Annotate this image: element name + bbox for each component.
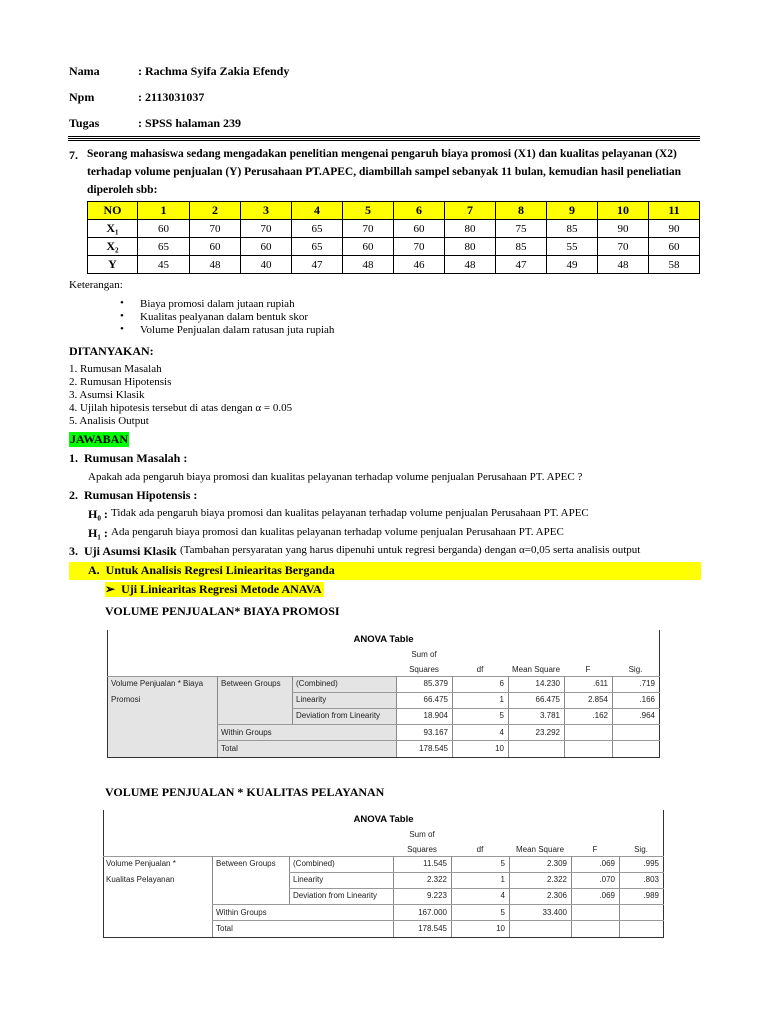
df-value: 4 xyxy=(499,728,504,737)
anova1-heading: VOLUME PENJUALAN* BIAYA PROMOSI xyxy=(105,604,340,618)
tugas-value: : SPSS halaman 239 xyxy=(138,116,242,130)
col-df: df xyxy=(476,665,484,674)
jawaban-title: JAWABAN xyxy=(70,432,129,446)
rumusan-masalah-title: 1. Rumusan Masalah : xyxy=(69,451,188,465)
header-cell: NO xyxy=(88,202,138,220)
row-label: X₂ xyxy=(88,238,138,256)
col-df: df xyxy=(476,845,484,854)
ms-value: 33.400 xyxy=(542,908,567,917)
total-label: Total xyxy=(221,744,238,753)
list-item: 1. Rumusan Masalah xyxy=(69,363,162,375)
anova-row-name: Deviation from Linearity xyxy=(296,711,381,720)
anova-row-name: (Combined) xyxy=(296,679,338,688)
rumusan-masalah-text: Apakah ada pengaruh biaya promosi dan kualitas pelayanan terhadap volume penjualan Perusahaan PT. APEC ? xyxy=(88,471,583,483)
sig-value: .989 xyxy=(643,891,659,900)
table-cell: 60 xyxy=(190,238,241,256)
bullet-icon: • xyxy=(120,297,124,309)
col-sig: Sig. xyxy=(634,845,648,854)
ss-value: 2.322 xyxy=(426,875,447,884)
table-cell: 70 xyxy=(598,238,649,256)
col-sig: Sig. xyxy=(628,665,643,674)
bullet-text: Volume Penjualan dalam ratusan juta rupiah xyxy=(140,324,335,336)
table-cell: 45 xyxy=(138,256,190,274)
ms-value: 14.230 xyxy=(535,679,560,688)
df-value: 4 xyxy=(500,891,505,900)
npm-value: : 2113031037 xyxy=(138,90,205,104)
col-squares: Squares xyxy=(407,845,437,854)
bullet-text: Biaya promosi dalam jutaan rupiah xyxy=(140,298,295,310)
df-value: 5 xyxy=(499,711,504,720)
table-cell: 80 xyxy=(445,238,496,256)
header-cell: 8 xyxy=(496,202,547,220)
col-f: F xyxy=(585,665,591,674)
col-sum-of: Sum of xyxy=(409,830,435,839)
anova2-rowlabel-1: Volume Penjualan * xyxy=(106,859,176,868)
col-sum-of: Sum of xyxy=(411,650,437,659)
ss-value: 66.475 xyxy=(423,695,448,704)
bullet-icon: • xyxy=(120,323,124,335)
data-table xyxy=(87,201,700,274)
anova2-rowlabel-2: Kualitas Pelayanan xyxy=(106,875,175,884)
f-value: .070 xyxy=(599,875,615,884)
table-cell: 48 xyxy=(598,256,649,274)
table-cell: 58 xyxy=(649,256,700,274)
between-groups-label: Between Groups xyxy=(216,859,276,868)
df-value: 6 xyxy=(499,679,504,688)
ms-value: 2.306 xyxy=(546,891,567,900)
table-cell: 70 xyxy=(241,220,292,238)
table-cell: 70 xyxy=(343,220,394,238)
h1-text: Ada pengaruh biaya promosi dan kualitas pelayanan terhadap volume penjualan Perusahaan PT. APEC xyxy=(111,526,564,538)
table-cell: 65 xyxy=(292,220,343,238)
table-cell: 48 xyxy=(343,256,394,274)
total-label: Total xyxy=(216,924,233,933)
ss-value: 93.167 xyxy=(423,728,448,737)
table-cell: 48 xyxy=(190,256,241,274)
table-cell: 80 xyxy=(445,220,496,238)
header-cell: 1 xyxy=(138,202,190,220)
table-cell: 60 xyxy=(343,238,394,256)
keterangan-title: Keterangan: xyxy=(69,279,123,291)
header-cell: 3 xyxy=(241,202,292,220)
header-cell: 5 xyxy=(343,202,394,220)
table-cell: 48 xyxy=(445,256,496,274)
table-cell: 60 xyxy=(138,220,190,238)
within-groups-label: Within Groups xyxy=(221,728,272,737)
table-cell: 60 xyxy=(649,238,700,256)
bullet-icon: • xyxy=(120,310,124,322)
arrow-icon: ➢ xyxy=(105,582,116,596)
col-mean-square: Mean Square xyxy=(515,845,565,854)
header-cell: 7 xyxy=(445,202,496,220)
table-cell: 65 xyxy=(292,238,343,256)
anova2-heading: VOLUME PENJUALAN * KUALITAS PELAYANAN xyxy=(105,785,385,799)
anova1-rowlabel-2: Promosi xyxy=(111,695,141,704)
header-cell: 11 xyxy=(649,202,700,220)
question-line-1: Seorang mahasiswa sedang mengadakan penelitian mengenai pengaruh biaya promosi (X1) dan kualitas pelayanan (X2) xyxy=(87,148,677,160)
anova-row-name: Deviation from Linearity xyxy=(293,891,378,900)
col-f: F xyxy=(592,845,598,854)
table-cell: 90 xyxy=(649,220,700,238)
header-cell: 2 xyxy=(190,202,241,220)
header-cell: 9 xyxy=(547,202,598,220)
nama-label: Nama xyxy=(69,64,100,78)
table-cell: 65 xyxy=(138,238,190,256)
ditanyakan-title: DITANYAKAN: xyxy=(69,344,154,358)
h0-label: H₀ : xyxy=(88,507,108,521)
rumusan-hipotesis-title: 2. Rumusan Hipotensis : xyxy=(69,488,198,502)
table-cell: 85 xyxy=(496,238,547,256)
ss-value: 178.545 xyxy=(418,924,447,933)
ss-value: 178.545 xyxy=(419,744,448,753)
ss-value: 18.904 xyxy=(423,711,448,720)
ms-value: 66.475 xyxy=(535,695,560,704)
anova-row-name: Linearity xyxy=(293,875,324,884)
df-value: 1 xyxy=(500,875,505,884)
ss-value: 167.000 xyxy=(418,908,447,917)
table-cell: 60 xyxy=(394,220,445,238)
table-cell: 40 xyxy=(241,256,292,274)
question-number: 7. xyxy=(69,148,78,162)
nama-value: : Rachma Syifa Zakia Efendy xyxy=(138,64,290,78)
anova1-title: ANOVA Table xyxy=(353,634,414,645)
ms-value: 3.781 xyxy=(539,711,560,720)
question-line-2: terhadap volume penjualan (Y) Perusahaan PT.APEC, diambillah sampel sebanyak 11 bulan, kemudian hasil peneliatian xyxy=(87,166,682,178)
anova1-table xyxy=(107,630,660,757)
row-label: X₁ xyxy=(88,220,138,238)
df-value: 10 xyxy=(496,924,505,933)
table-row xyxy=(88,238,700,256)
header-cell: 6 xyxy=(394,202,445,220)
table-cell: 46 xyxy=(394,256,445,274)
anova-row-name: Linearity xyxy=(296,695,327,704)
table-cell: 49 xyxy=(547,256,598,274)
list-item: 5. Analisis Output xyxy=(69,415,149,427)
bullet-text: Kualitas pealyanan dalam bentuk skor xyxy=(140,311,309,323)
anova2-table xyxy=(103,810,664,937)
f-value: .069 xyxy=(599,859,615,868)
f-value: 2.854 xyxy=(587,695,608,704)
within-groups-label: Within Groups xyxy=(216,908,267,917)
table-cell: 55 xyxy=(547,238,598,256)
sub-a1-label: Uji Liniearitas Regresi Metode ANAVA xyxy=(121,582,322,596)
ss-value: 9.223 xyxy=(426,891,447,900)
sig-value: .803 xyxy=(643,875,659,884)
table-cell: 47 xyxy=(496,256,547,274)
col-mean-square: Mean Square xyxy=(511,665,561,674)
ss-value: 85.379 xyxy=(423,679,448,688)
data-table-header xyxy=(88,202,700,220)
row-label: Y xyxy=(88,256,138,274)
anova2-title: ANOVA Table xyxy=(353,814,414,825)
table-row xyxy=(88,256,700,274)
ms-value: 2.322 xyxy=(546,875,567,884)
tugas-label: Tugas xyxy=(69,116,100,130)
ms-value: 2.309 xyxy=(546,859,567,868)
anova1-rowlabel-1: Volume Penjualan * Biaya xyxy=(111,679,204,688)
h1-label: H₁ : xyxy=(88,526,108,540)
sig-value: .719 xyxy=(639,679,655,688)
df-value: 1 xyxy=(499,695,504,704)
uji-asumsi-text: (Tambahan persyaratan yang harus dipenuhi untuk regresi berganda) dengan α=0,05 serta analisis output xyxy=(180,544,641,556)
sig-value: .964 xyxy=(639,711,655,720)
df-value: 5 xyxy=(500,908,505,917)
header-cell: 10 xyxy=(598,202,649,220)
f-value: .611 xyxy=(593,679,608,688)
df-value: 10 xyxy=(495,744,504,753)
header-cell: 4 xyxy=(292,202,343,220)
table-cell: 70 xyxy=(190,220,241,238)
ss-value: 11.545 xyxy=(423,859,447,868)
list-item: 2. Rumusan Hipotensis xyxy=(69,376,172,388)
table-row xyxy=(88,220,700,238)
list-item: 4. Ujilah hipotesis tersebut di atas dengan α = 0.05 xyxy=(69,402,293,414)
ms-value: 23.292 xyxy=(535,728,560,737)
table-cell: 85 xyxy=(547,220,598,238)
between-groups-label: Between Groups xyxy=(221,679,281,688)
col-squares: Squares xyxy=(409,665,439,674)
sub-a1-title xyxy=(105,582,324,597)
sub-a-title: A. Untuk Analisis Regresi Liniearitas Berganda xyxy=(88,563,335,577)
sig-value: .166 xyxy=(639,695,655,704)
h0-text: Tidak ada pengaruh biaya promosi dan kualitas pelayanan terhadap volume penjualan Perusahaan PT. APEC xyxy=(111,507,589,519)
list-item: 3. Asumsi Klasik xyxy=(69,389,145,401)
anova-row-name: (Combined) xyxy=(293,859,335,868)
table-cell: 75 xyxy=(496,220,547,238)
table-cell: 70 xyxy=(394,238,445,256)
f-value: .069 xyxy=(599,891,615,900)
table-cell: 90 xyxy=(598,220,649,238)
df-value: 5 xyxy=(500,859,505,868)
table-cell: 60 xyxy=(241,238,292,256)
npm-label: Npm xyxy=(69,90,95,104)
table-cell: 47 xyxy=(292,256,343,274)
uji-asumsi-title: 3. Uji Asumsi Klasik xyxy=(69,544,177,558)
f-value: .162 xyxy=(592,711,608,720)
question-line-3: diperoleh sbb: xyxy=(87,184,158,196)
sig-value: .995 xyxy=(643,859,659,868)
